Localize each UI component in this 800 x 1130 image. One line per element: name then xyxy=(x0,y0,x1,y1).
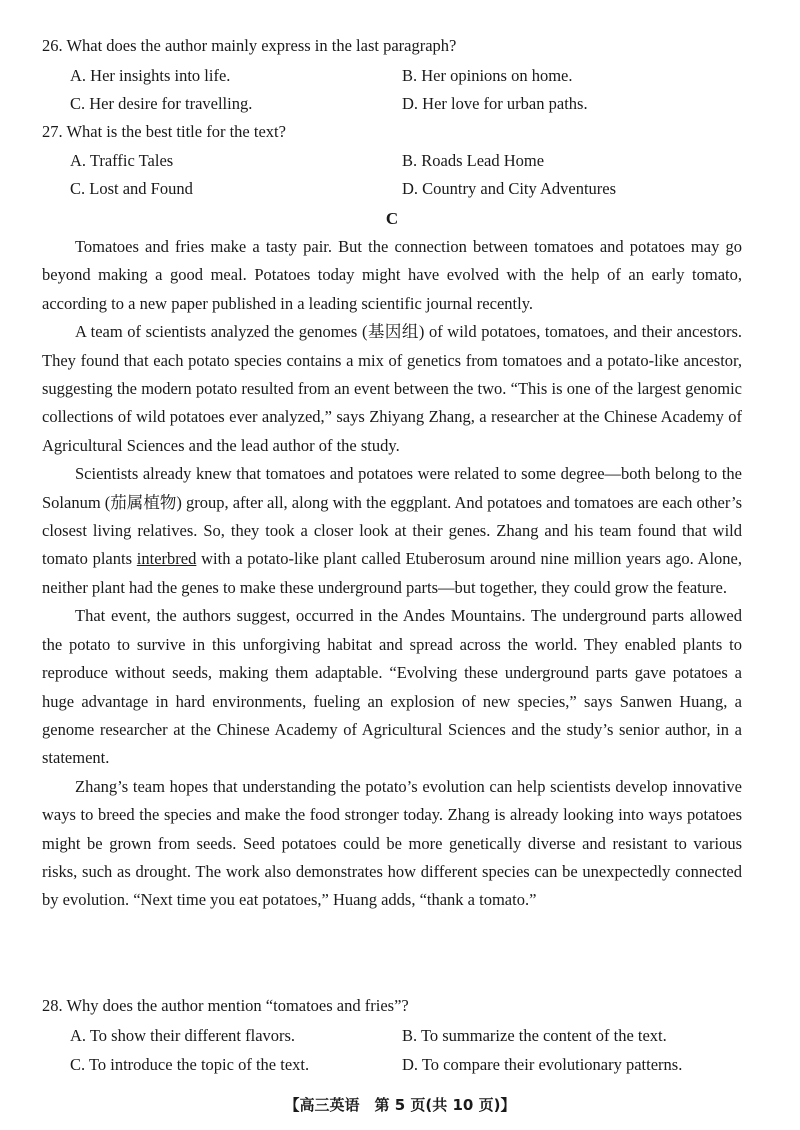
q28-stem: 28. Why does the author mention “tomatoes and fries”? xyxy=(42,996,409,1015)
reading-passage xyxy=(42,233,742,915)
q27-stem: 27. What is the best title for the text? xyxy=(42,122,286,141)
q28-option-a: A. To show their different flavors. xyxy=(70,1026,296,1045)
paragraph-3-text-before: Scientists already knew that tomatoes and potatoes were related to some degree—both belong to the Solanum (茄属植物) group, after all, along with the eggplant. And potatoes and tomatoes are each other’s closest living relatives. So, they took a closer look at their genes. Zhang and his team found that wild tomato plants xyxy=(42,464,742,569)
q26-option-c: C. Her desire for travelling. xyxy=(70,94,253,113)
section-letter: C xyxy=(385,209,399,228)
passage-paragraph-2: A team of scientists analyzed the genomes (基因组) of wild potatoes, tomatoes, and their ancestors. They found that each potato species contains a mix of genetics from tomatoes and a potato-like ancestor, suggesting the modern potato resulted from an event between the two. “This is one of the largest genomic collections of wild potatoes ever analyzed,” says Zhiyang Zhang, a researcher at the Chinese Academy of Agricultural Sciences and the lead author of the study. xyxy=(42,322,742,455)
q26-option-a: A. Her insights into life. xyxy=(70,66,231,85)
passage-paragraph-5: Zhang’s team hopes that understanding the potato’s evolution can help scientists develop innovative ways to breed the species and make the food stronger today. Zhang is already looking into ways potatoes might be grown from seeds. Seed potatoes could be more genetically diverse and resistant to various risks, such as drought. The work also demonstrates how different species can be unexpectedly connected by evolution. “Next time you eat potatoes,” Huang adds, “thank a tomato.” xyxy=(42,776,742,910)
q26-stem: 26. What does the author mainly express in the last paragraph? xyxy=(42,36,457,55)
q27-option-b: B. Roads Lead Home xyxy=(402,151,545,170)
q27-option-d: D. Country and City Adventures xyxy=(402,179,617,198)
q28-option-b: B. To summarize the content of the text. xyxy=(402,1026,667,1045)
q26-option-d: D. Her love for urban paths. xyxy=(402,94,588,113)
q28-option-c: C. To introduce the topic of the text. xyxy=(70,1055,310,1074)
passage-paragraph-1: Tomatoes and fries make a tasty pair. But the connection between tomatoes and potatoes may go beyond making a good meal. Potatoes today might have evolved with the help of an early tomato, according to a new paper published in a leading scientific journal recently. xyxy=(42,237,742,313)
passage-paragraph-4: That event, the authors suggest, occurred in the Andes Mountains. The underground parts allowed the potato to survive in this unforgiving habitat and spread across the world. They enabled plants to reproduce without seeds, making them adaptable. “Evolving these underground parts gave potatoes a huge advantage in hard environments, fueling an explosion of new species,” says Sanwen Huang, a genome researcher at the Chinese Academy of Agricultural Sciences and the study’s senior author, in a statement. xyxy=(42,606,742,768)
underlined-word: interbred xyxy=(136,549,197,569)
q27-option-c: C. Lost and Found xyxy=(70,179,193,198)
paragraph-3-text-after: with a potato-like plant called Etuberosum around nine million years ago. Alone, neither plant had the genes to make these underground parts—but together, they could grow the feature. xyxy=(42,549,742,597)
q27-option-a: A. Traffic Tales xyxy=(70,151,174,170)
page-footer: 【高三英语 第 5 页(共 10 页)】 xyxy=(284,1096,516,1114)
q26-option-b: B. Her opinions on home. xyxy=(402,66,573,85)
passage-paragraph-3 xyxy=(42,460,742,602)
q28-option-d: D. To compare their evolutionary patterns. xyxy=(402,1055,683,1074)
